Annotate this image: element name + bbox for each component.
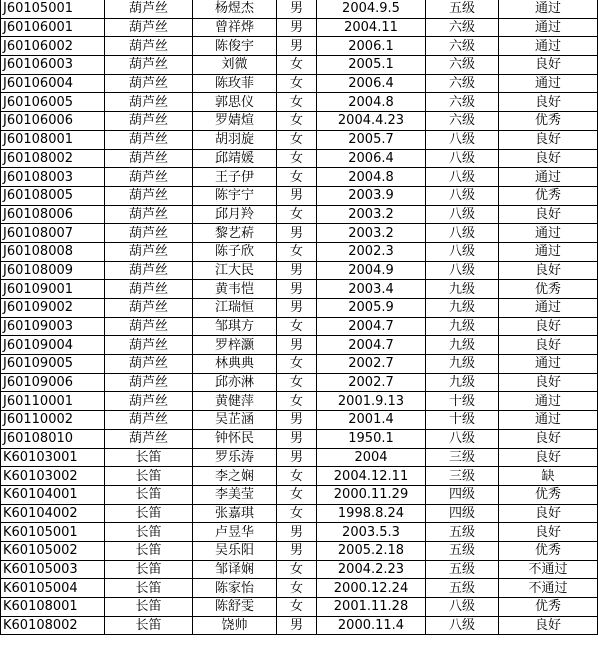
table-row [1,579,598,598]
level-cell: 六级 [426,112,499,131]
name-cell: 陈宇宁 [193,186,277,205]
table-row [1,448,598,467]
birth-date-cell: 2003.9 [317,186,426,205]
level-cell: 九级 [426,355,499,374]
birth-date-cell: 2006.4 [317,149,426,168]
result-cell: 优秀 [499,541,598,560]
result-cell: 通过 [499,168,598,187]
candidate-id-cell: J60106001 [1,18,105,37]
gender-cell: 女 [277,149,317,168]
table-row [1,242,598,261]
table-row [1,523,598,542]
birth-date-cell: 2004.7 [317,317,426,336]
table-row [1,205,598,224]
table-row [1,467,598,486]
gender-cell: 男 [277,616,317,635]
instrument-cell: 葫芦丝 [105,74,193,93]
table-row [1,373,598,392]
candidate-id-cell: J60105001 [1,0,105,18]
level-cell: 十级 [426,392,499,411]
table-row [1,149,598,168]
name-cell: 罗婧煊 [193,112,277,131]
instrument-cell: 葫芦丝 [105,392,193,411]
candidate-id-cell: J60108007 [1,224,105,243]
candidate-id-cell: K60108002 [1,616,105,635]
candidate-id-cell: J60106003 [1,56,105,75]
birth-date-cell: 2000.11.4 [317,616,426,635]
table-row [1,56,598,75]
result-cell: 良好 [499,149,598,168]
instrument-cell: 长笛 [105,616,193,635]
gender-cell: 女 [277,168,317,187]
gender-cell: 女 [277,130,317,149]
table-row [1,280,598,299]
table-row [1,392,598,411]
table-row [1,37,598,56]
instrument-cell: 葫芦丝 [105,411,193,430]
instrument-cell: 葫芦丝 [105,93,193,112]
candidate-id-cell: J60109006 [1,373,105,392]
instrument-cell: 长笛 [105,579,193,598]
instrument-cell: 长笛 [105,523,193,542]
level-cell: 八级 [426,186,499,205]
name-cell: 陈子欣 [193,242,277,261]
result-cell: 不通过 [499,560,598,579]
level-cell: 五级 [426,541,499,560]
instrument-cell: 长笛 [105,504,193,523]
table-row [1,112,598,131]
result-cell: 良好 [499,93,598,112]
table-body [1,0,598,635]
table-row [1,18,598,37]
table-row [1,485,598,504]
gender-cell: 男 [277,37,317,56]
gender-cell: 男 [277,448,317,467]
gender-cell: 女 [277,392,317,411]
birth-date-cell: 2004.12.11 [317,467,426,486]
level-cell: 八级 [426,429,499,448]
gender-cell: 男 [277,280,317,299]
birth-date-cell: 2000.12.24 [317,579,426,598]
birth-date-cell: 2005.9 [317,299,426,318]
result-cell: 优秀 [499,280,598,299]
result-cell: 优秀 [499,186,598,205]
gender-cell: 女 [277,504,317,523]
table-row [1,411,598,430]
instrument-cell: 长笛 [105,541,193,560]
level-cell: 九级 [426,373,499,392]
instrument-cell: 长笛 [105,467,193,486]
name-cell: 林典典 [193,355,277,374]
result-cell: 通过 [499,392,598,411]
result-cell: 通过 [499,224,598,243]
candidate-id-cell: K60105003 [1,560,105,579]
gender-cell: 女 [277,93,317,112]
birth-date-cell: 2004 [317,448,426,467]
gender-cell: 女 [277,485,317,504]
name-cell: 黎艺菥 [193,224,277,243]
candidate-id-cell: K60105004 [1,579,105,598]
level-cell: 八级 [426,224,499,243]
name-cell: 江瑞恒 [193,299,277,318]
result-cell: 良好 [499,616,598,635]
instrument-cell: 长笛 [105,485,193,504]
birth-date-cell: 2000.11.29 [317,485,426,504]
result-cell: 通过 [499,74,598,93]
gender-cell: 男 [277,0,317,18]
level-cell: 八级 [426,205,499,224]
candidate-id-cell: K60108001 [1,598,105,617]
name-cell: 张嘉琪 [193,504,277,523]
level-cell: 四级 [426,504,499,523]
birth-date-cell: 2005.2.18 [317,541,426,560]
result-cell: 良好 [499,56,598,75]
result-cell: 通过 [499,242,598,261]
name-cell: 郭思仪 [193,93,277,112]
candidate-id-cell: J60109003 [1,317,105,336]
gender-cell: 女 [277,112,317,131]
level-cell: 九级 [426,336,499,355]
candidate-id-cell: J60110001 [1,392,105,411]
name-cell: 杨煜杰 [193,0,277,18]
gender-cell: 男 [277,541,317,560]
gender-cell: 男 [277,18,317,37]
candidate-id-cell: J60109002 [1,299,105,318]
level-cell: 三级 [426,448,499,467]
instrument-cell: 葫芦丝 [105,18,193,37]
name-cell: 李之娴 [193,467,277,486]
birth-date-cell: 1950.1 [317,429,426,448]
birth-date-cell: 2003.4 [317,280,426,299]
instrument-cell: 葫芦丝 [105,429,193,448]
level-cell: 六级 [426,74,499,93]
birth-date-cell: 2002.7 [317,373,426,392]
name-cell: 李美莹 [193,485,277,504]
level-cell: 五级 [426,523,499,542]
name-cell: 邹琪方 [193,317,277,336]
gender-cell: 男 [277,186,317,205]
candidate-id-cell: J60108008 [1,242,105,261]
result-cell: 缺 [499,467,598,486]
gender-cell: 男 [277,224,317,243]
instrument-cell: 长笛 [105,560,193,579]
candidate-id-cell: J60109001 [1,280,105,299]
birth-date-cell: 2004.7 [317,336,426,355]
birth-date-cell: 2003.2 [317,205,426,224]
name-cell: 黄健萍 [193,392,277,411]
result-cell: 通过 [499,355,598,374]
result-cell: 良好 [499,317,598,336]
name-cell: 黄韦恺 [193,280,277,299]
candidate-id-cell: J60109004 [1,336,105,355]
gender-cell: 女 [277,242,317,261]
table-row [1,317,598,336]
gender-cell: 女 [277,598,317,617]
result-cell: 通过 [499,37,598,56]
name-cell: 邹译娴 [193,560,277,579]
name-cell: 钟怀民 [193,429,277,448]
table-row [1,168,598,187]
instrument-cell: 长笛 [105,598,193,617]
result-cell: 良好 [499,523,598,542]
gender-cell: 女 [277,56,317,75]
level-cell: 八级 [426,598,499,617]
birth-date-cell: 2003.5.3 [317,523,426,542]
level-cell: 八级 [426,130,499,149]
candidate-id-cell: J60106005 [1,93,105,112]
candidate-id-cell: K60104001 [1,485,105,504]
level-cell: 八级 [426,149,499,168]
name-cell: 罗乐涛 [193,448,277,467]
result-cell: 良好 [499,336,598,355]
name-cell: 陈俊宇 [193,37,277,56]
level-cell: 八级 [426,616,499,635]
gender-cell: 女 [277,579,317,598]
table-row [1,130,598,149]
name-cell: 陈玫菲 [193,74,277,93]
table-row [1,0,598,18]
candidate-id-cell: J60108009 [1,261,105,280]
candidate-id-cell: J60108001 [1,130,105,149]
birth-date-cell: 2004.8 [317,93,426,112]
instrument-cell: 葫芦丝 [105,355,193,374]
name-cell: 邱亦淋 [193,373,277,392]
table-row [1,224,598,243]
instrument-cell: 葫芦丝 [105,261,193,280]
instrument-cell: 葫芦丝 [105,130,193,149]
table-row [1,74,598,93]
level-cell: 九级 [426,299,499,318]
table-row [1,261,598,280]
instrument-cell: 长笛 [105,448,193,467]
instrument-cell: 葫芦丝 [105,317,193,336]
birth-date-cell: 2004.4.23 [317,112,426,131]
instrument-cell: 葫芦丝 [105,299,193,318]
level-cell: 四级 [426,485,499,504]
birth-date-cell: 2006.1 [317,37,426,56]
birth-date-cell: 2001.9.13 [317,392,426,411]
instrument-cell: 葫芦丝 [105,373,193,392]
level-cell: 八级 [426,168,499,187]
result-cell: 良好 [499,205,598,224]
level-cell: 九级 [426,317,499,336]
candidate-id-cell: K60105002 [1,541,105,560]
name-cell: 邱月羚 [193,205,277,224]
table-row [1,299,598,318]
birth-date-cell: 2006.4 [317,74,426,93]
level-cell: 六级 [426,93,499,112]
gender-cell: 男 [277,523,317,542]
result-cell: 良好 [499,504,598,523]
name-cell: 刘微 [193,56,277,75]
candidate-id-cell: J60108005 [1,186,105,205]
gender-cell: 男 [277,299,317,318]
birth-date-cell: 2004.8 [317,168,426,187]
table-row [1,186,598,205]
gender-cell: 女 [277,560,317,579]
gender-cell: 男 [277,261,317,280]
level-cell: 五级 [426,579,499,598]
table-row [1,355,598,374]
birth-date-cell: 2004.9 [317,261,426,280]
candidate-id-cell: J60106002 [1,37,105,56]
instrument-cell: 葫芦丝 [105,336,193,355]
gender-cell: 女 [277,205,317,224]
instrument-cell: 葫芦丝 [105,56,193,75]
table-row [1,616,598,635]
name-cell: 陈家怡 [193,579,277,598]
birth-date-cell: 2004.2.23 [317,560,426,579]
instrument-cell: 葫芦丝 [105,242,193,261]
result-cell: 良好 [499,130,598,149]
table-row [1,93,598,112]
birth-date-cell: 2004.9.5 [317,0,426,18]
instrument-cell: 葫芦丝 [105,168,193,187]
level-cell: 六级 [426,18,499,37]
candidate-id-cell: J60108010 [1,429,105,448]
gender-cell: 男 [277,429,317,448]
level-cell: 八级 [426,261,499,280]
result-cell: 优秀 [499,112,598,131]
result-cell: 良好 [499,448,598,467]
result-cell: 通过 [499,18,598,37]
birth-date-cell: 1998.8.24 [317,504,426,523]
result-cell: 良好 [499,429,598,448]
candidate-id-cell: K60103001 [1,448,105,467]
gender-cell: 女 [277,373,317,392]
candidate-id-cell: J60106006 [1,112,105,131]
birth-date-cell: 2004.11 [317,18,426,37]
level-cell: 五级 [426,0,499,18]
gender-cell: 男 [277,411,317,430]
result-cell: 优秀 [499,598,598,617]
instrument-cell: 葫芦丝 [105,149,193,168]
table-row [1,336,598,355]
birth-date-cell: 2002.7 [317,355,426,374]
name-cell: 曾祥烨 [193,18,277,37]
name-cell: 王子伊 [193,168,277,187]
instrument-cell: 葫芦丝 [105,205,193,224]
level-cell: 十级 [426,411,499,430]
level-cell: 三级 [426,467,499,486]
table-row [1,598,598,617]
candidate-id-cell: J60108003 [1,168,105,187]
table-row [1,504,598,523]
table-row [1,560,598,579]
birth-date-cell: 2002.3 [317,242,426,261]
name-cell: 吴芷涵 [193,411,277,430]
birth-date-cell: 2003.2 [317,224,426,243]
result-cell: 良好 [499,373,598,392]
birth-date-cell: 2005.7 [317,130,426,149]
candidate-id-cell: J60110002 [1,411,105,430]
result-cell: 通过 [499,299,598,318]
table-row [1,541,598,560]
table-row [1,429,598,448]
birth-date-cell: 2001.4 [317,411,426,430]
birth-date-cell: 2001.11.28 [317,598,426,617]
instrument-cell: 葫芦丝 [105,37,193,56]
instrument-cell: 葫芦丝 [105,280,193,299]
candidate-id-cell: K60104002 [1,504,105,523]
candidate-id-cell: J60109005 [1,355,105,374]
name-cell: 邱靖媛 [193,149,277,168]
name-cell: 罗梓灏 [193,336,277,355]
gender-cell: 女 [277,317,317,336]
candidate-id-cell: J60108006 [1,205,105,224]
name-cell: 卢昱华 [193,523,277,542]
candidate-id-cell: J60106004 [1,74,105,93]
level-cell: 八级 [426,242,499,261]
result-cell: 通过 [499,411,598,430]
instrument-cell: 葫芦丝 [105,224,193,243]
instrument-cell: 葫芦丝 [105,0,193,18]
name-cell: 吴乐阳 [193,541,277,560]
level-cell: 九级 [426,280,499,299]
instrument-cell: 葫芦丝 [105,186,193,205]
level-cell: 五级 [426,560,499,579]
gender-cell: 女 [277,355,317,374]
gender-cell: 女 [277,74,317,93]
result-cell: 良好 [499,261,598,280]
level-cell: 六级 [426,37,499,56]
result-cell: 不通过 [499,579,598,598]
instrument-cell: 葫芦丝 [105,112,193,131]
name-cell: 江大民 [193,261,277,280]
gender-cell: 女 [277,467,317,486]
result-cell: 优秀 [499,485,598,504]
name-cell: 胡羽旋 [193,130,277,149]
gender-cell: 男 [277,336,317,355]
candidate-id-cell: K60103002 [1,467,105,486]
birth-date-cell: 2005.1 [317,56,426,75]
candidate-id-cell: J60108002 [1,149,105,168]
name-cell: 陈舒雯 [193,598,277,617]
level-cell: 六级 [426,56,499,75]
name-cell: 饶帅 [193,616,277,635]
candidate-id-cell: K60105001 [1,523,105,542]
result-cell: 通过 [499,0,598,18]
